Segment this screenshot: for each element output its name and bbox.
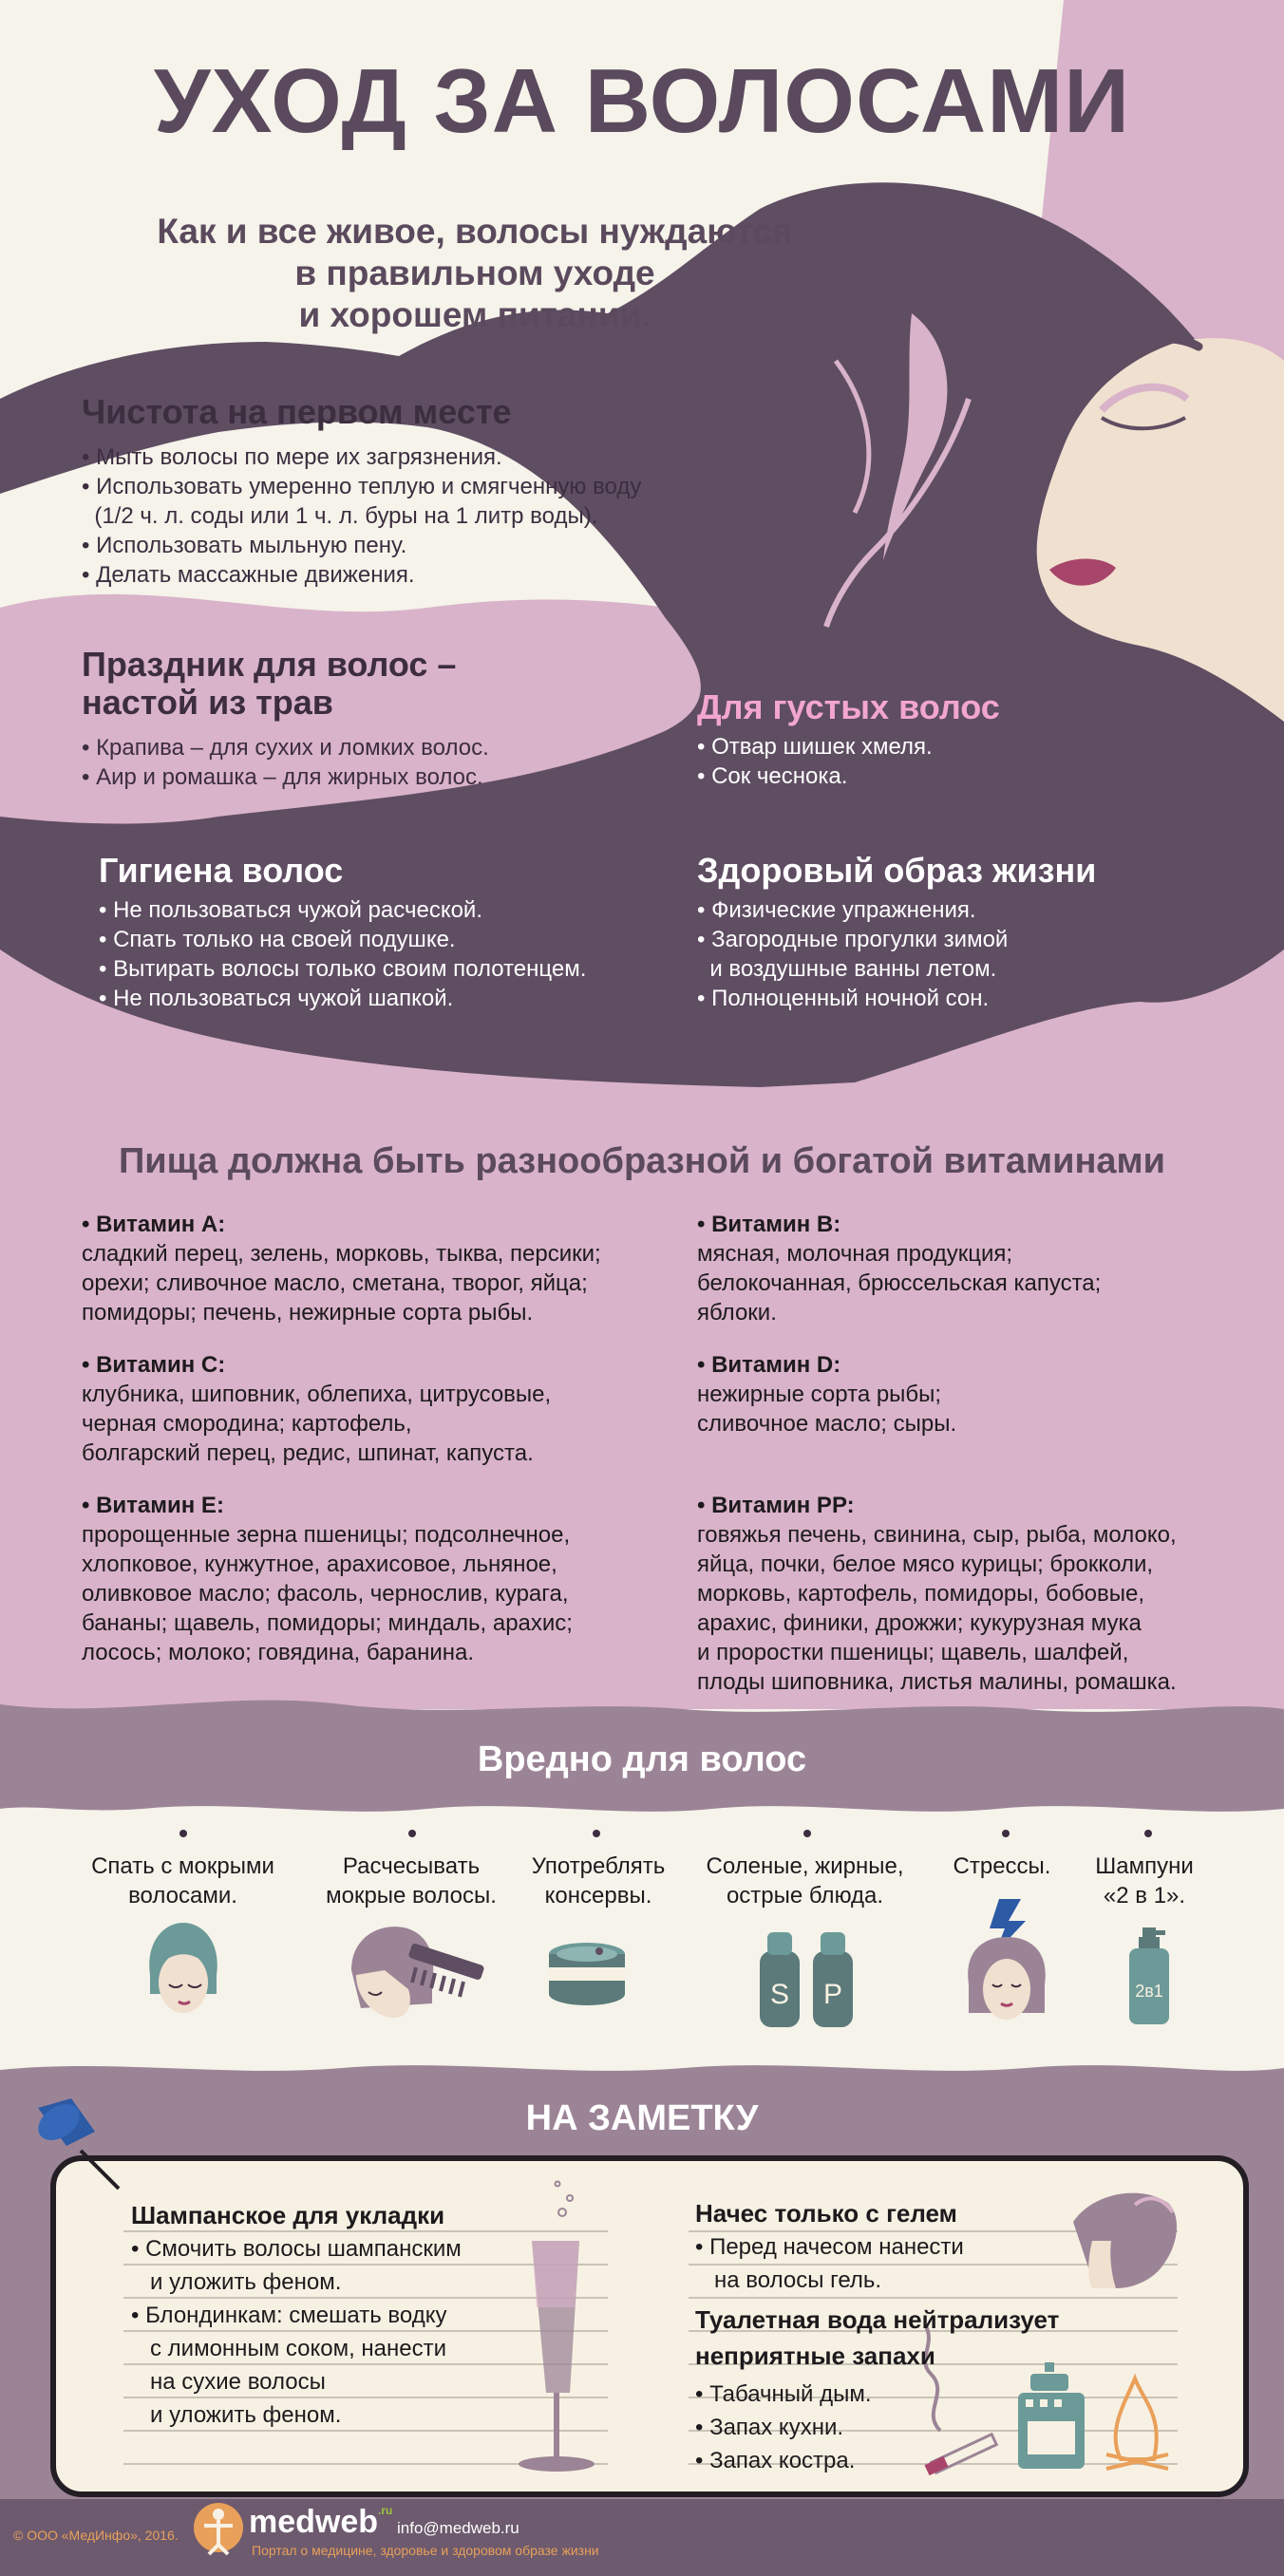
stress-icon: [959, 1894, 1054, 2037]
footer-tagline: Портал о медицине, здоровье и здоровом образе жизни: [252, 2543, 599, 2558]
notes-heading: НА ЗАМЕТКУ: [525, 2098, 759, 2138]
salt-pepper-icon: [750, 1918, 864, 2032]
note-heading: Начес только с гелем: [695, 2199, 957, 2228]
section-lifestyle: [697, 852, 1229, 1013]
bullet-dot: [593, 1830, 600, 1837]
list-item: на сухие волосы: [131, 2369, 326, 2395]
page-subtitle: [85, 211, 864, 336]
list-item: • Не пользоваться чужой расческой.: [99, 897, 483, 923]
note-champagne: [131, 2201, 587, 2432]
vitamin-d: [697, 1350, 1248, 1438]
list-item: и воздушные ванны летом.: [697, 956, 997, 982]
pepper-letter: P: [822, 1979, 843, 2010]
section-list: [82, 442, 841, 590]
harmful-item-label: Спать с мокрыми волосами.: [91, 1853, 274, 1908]
harmful-item-label: Расчесывать мокрые волосы.: [326, 1853, 497, 1908]
heading-line: Туалетная вода нейтрализует: [695, 2305, 1060, 2334]
harmful-item-label: Употреблять консервы.: [531, 1853, 666, 1908]
list-item: • Блондинкам: смешать водку: [131, 2303, 447, 2328]
list-item: • Не пользоваться чужой шапкой.: [99, 986, 454, 1011]
section-heading: Для густых волос: [697, 687, 1000, 726]
list-item: • Использовать умеренно теплую и смягченную воду: [82, 474, 642, 499]
wet-hair-sleep-icon: [141, 1918, 226, 2041]
comb-icon: [342, 1918, 494, 2032]
vitamin-name: • Витамин РР:: [697, 1493, 855, 1518]
section-list: [82, 733, 689, 792]
logo-web: web: [314, 2504, 379, 2540]
note-heading: [695, 2302, 1094, 2374]
footer-bar: [0, 2499, 1284, 2576]
heading-line: Праздник для волос –: [82, 645, 457, 684]
vitamin-foods: клубника, шиповник, облепиха, цитрусовые, черная смородина; картофель, болгарский перец, редис, шпинат, капуста.: [82, 1382, 552, 1466]
medweb-logo[interactable]: [249, 2504, 392, 2541]
section-heading: Чистота на первом месте: [82, 392, 512, 431]
section-thick-hair: [697, 688, 1229, 791]
section-list: [99, 895, 669, 1013]
footer-copyright: © ООО «МедИнфо», 2016.: [13, 2528, 179, 2543]
vitamin-a: [82, 1210, 670, 1327]
vitamin-foods: мясная, молочная продукция; белокочанная, брюссельская капуста; яблоки.: [697, 1241, 1102, 1326]
vitamin-name: • Витамин А:: [82, 1212, 226, 1237]
vitamin-foods: сладкий перец, зелень, морковь, тыква, персики; орехи; сливочное масло, сметана, творог, яйца; помидоры; печень, нежирные сорта рыбы.: [82, 1241, 601, 1326]
list-item: и уложить феном.: [131, 2402, 342, 2428]
bullet-dot: [1002, 1830, 1010, 1837]
list-item: • Спать только на своей подушке.: [99, 927, 456, 952]
list-item: • Сок чеснока.: [697, 763, 848, 789]
list-item: • Полноценный ночной сон.: [697, 986, 990, 1011]
list-item: • Запах костра.: [695, 2448, 856, 2473]
vitamin-name: • Витамин С:: [82, 1352, 226, 1378]
note-list: [695, 2230, 1075, 2297]
bullet-dot: [408, 1830, 416, 1837]
canned-food-icon: [544, 1937, 630, 2013]
section-herbs: [82, 646, 689, 792]
vitamin-name: • Витамин D:: [697, 1352, 841, 1378]
heading-line: настой из трав: [82, 683, 333, 722]
section-list: [697, 732, 1229, 791]
list-item: • Отвар шишек хмеля.: [697, 734, 933, 760]
list-item: • Смочить волосы шампанским: [131, 2236, 462, 2262]
note-list: [131, 2232, 587, 2432]
vitamin-foods: нежирные сорта рыбы; сливочное масло; сыры.: [697, 1382, 957, 1437]
list-item: • Аир и ромашка – для жирных волос.: [82, 764, 483, 790]
note-list: [695, 2378, 1094, 2477]
vitamin-foods: пророщенные зерна пшеницы; подсолнечное, хлопковое, кунжутное, арахисовое, льняное, оливковое масло; фасоль, чернослив, курага, бананы; щавель, помидоры; миндаль, арахис; лосось; молоко; говядина, баранина.: [82, 1522, 573, 1665]
vitamin-c: [82, 1350, 670, 1468]
section-cleanliness: [82, 393, 841, 590]
list-item: • Делать массажные движения.: [82, 562, 415, 588]
harmful-item-label: Соленые, жирные, острые блюда.: [706, 1853, 904, 1908]
list-item: • Крапива – для сухих и ломких волос.: [82, 735, 489, 761]
list-item: • Использовать мыльную пену.: [82, 533, 407, 558]
section-heading: [82, 646, 689, 722]
note-heading: Шампанское для укладки: [131, 2201, 445, 2229]
logo-med: med: [249, 2504, 315, 2540]
footer-email-link[interactable]: info@medweb.ru: [397, 2519, 519, 2537]
section-heading: Гигиена волос: [99, 851, 344, 890]
harmful-item-label: Стрессы.: [953, 1853, 1051, 1879]
list-item: • Запах кухни.: [695, 2415, 844, 2440]
list-item: • Вытирать волосы только своим полотенцем.: [99, 956, 587, 982]
vitamin-name: • Витамин В:: [697, 1212, 841, 1237]
section-heading: Здоровый образ жизни: [697, 851, 1097, 890]
vitamin-pp: [697, 1491, 1267, 1697]
page-title: УХОД ЗА ВОЛОСАМИ: [153, 50, 1131, 152]
vitamin-b: [697, 1210, 1248, 1327]
shampoo-label: 2в1: [1135, 1982, 1163, 2001]
list-item: • Мыть волосы по мере их загрязнения.: [82, 444, 502, 470]
note-toilet-water: [695, 2302, 1094, 2477]
vitamin-e: [82, 1491, 670, 1667]
vitamin-name: • Витамин Е:: [82, 1493, 224, 1518]
shampoo-bottle-icon: [1125, 1923, 1173, 2027]
logo-ru: .ru: [378, 2504, 393, 2517]
subtitle-line: и хорошем питании.: [298, 295, 651, 334]
vitamins-heading: Пища должна быть разнообразной и богатой витаминами: [118, 1141, 1166, 1181]
subtitle-line: в правильном уходе: [294, 254, 655, 292]
harmful-heading: Вредно для волос: [477, 1739, 807, 1779]
bullet-dot: [803, 1830, 811, 1837]
section-hygiene: [99, 852, 669, 1013]
list-item: и уложить феном.: [131, 2269, 342, 2295]
list-item: • Табачный дым.: [695, 2381, 872, 2407]
list-item: • Загородные прогулки зимой: [697, 927, 1009, 952]
list-item: на волосы гель.: [695, 2267, 882, 2293]
list-item: с лимонным соком, нанести: [131, 2336, 447, 2361]
vitamin-foods: говяжья печень, свинина, сыр, рыба, молоко, яйца, почки, белое мясо курицы; брокколи, морковь, картофель, помидоры, бобовые, арахис, финики, дрожжи; кукурузная мука и проростки пшеницы; щавель, шалфей, плоды шиповника, листья малины, ромашка.: [697, 1522, 1177, 1695]
list-item: • Перед начесом нанести: [695, 2234, 964, 2260]
subtitle-line: Как и все живое, волосы нуждаются: [157, 212, 793, 251]
section-list: [697, 895, 1229, 1013]
salt-letter: S: [769, 1979, 790, 2010]
heading-line: неприятные запахи: [695, 2341, 935, 2370]
bullet-dot: [1144, 1830, 1152, 1837]
list-item: • Физические упражнения.: [697, 897, 976, 923]
bullet-dot: [179, 1830, 187, 1837]
note-backcomb: [695, 2199, 1075, 2297]
list-item: (1/2 ч. л. соды или 1 ч. л. буры на 1 литр воды).: [82, 503, 598, 529]
harmful-item-label: Шампуни «2 в 1».: [1095, 1853, 1194, 1908]
